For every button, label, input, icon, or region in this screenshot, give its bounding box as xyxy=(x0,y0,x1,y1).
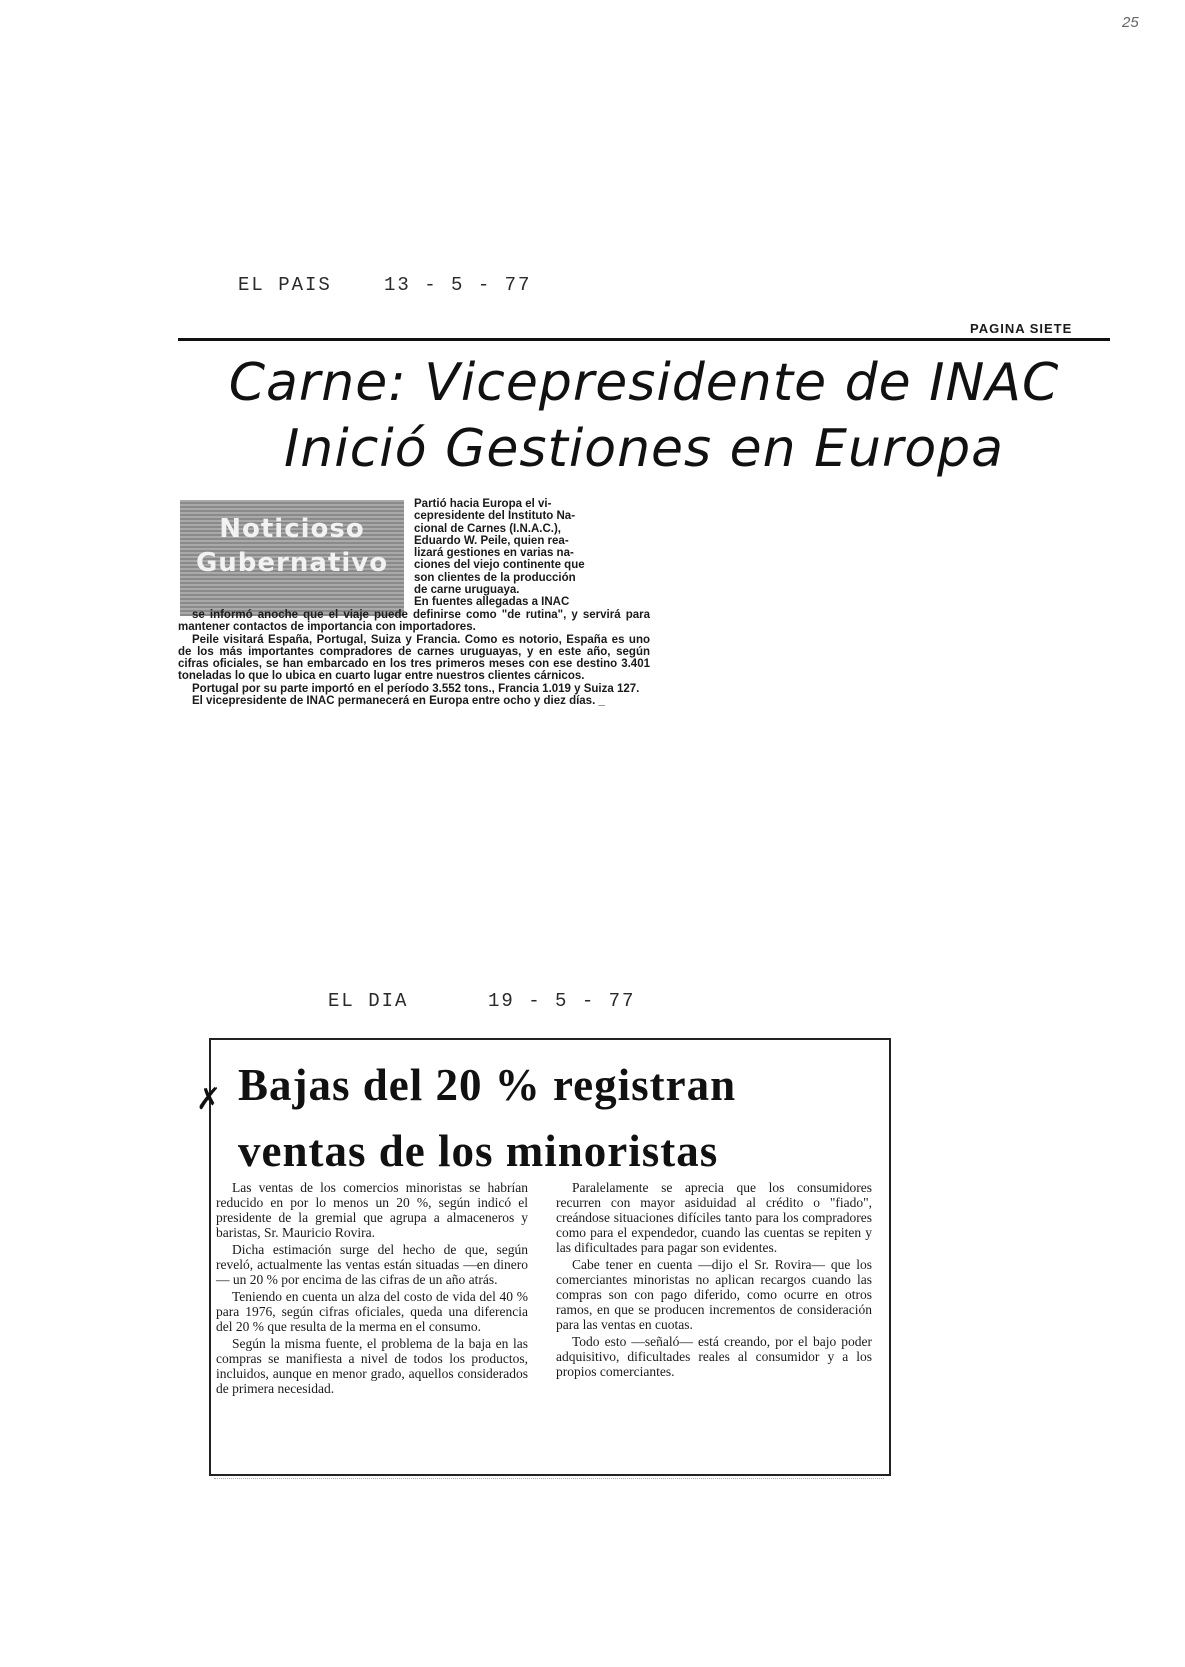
badge-line2: Gubernativo xyxy=(195,548,389,578)
lead-line: lizará gestiones en varias na- xyxy=(414,547,574,560)
noticioso-gubernativo-badge xyxy=(180,500,404,616)
paragraph: Todo esto —señaló— está creando, por el bajo poder adquisitivo, dificultades reales al consumidor y a los propios comerciantes. xyxy=(556,1334,872,1379)
lead-line: Partió hacia Europa el vi- xyxy=(414,498,552,510)
paragraph: Peile visitará España, Portugal, Suiza y Francia. Como es notorio, España es uno de los más importantes compradores de carnes uruguayas, y en este año, según cifras oficiales, se han embarcado en los tres primeros meses con ese destino 3.401 toneladas lo que lo ubica en cuarto lugar entre nuestros clientes cárnicos. xyxy=(178,633,650,683)
paragraph: se informó anoche que el viaje puede definirse como "de rutina", y servirá para mantener contactos de importancia con importadores. xyxy=(178,609,650,634)
badge-line1: Noticioso xyxy=(219,514,365,544)
clip2-right-column xyxy=(556,1180,872,1379)
clip1-source: EL PAIS xyxy=(238,274,332,296)
paragraph: Cabe tener en cuenta —dijo el Sr. Rovira— que los comerciantes minoristas no aplican recargos cuando las compras son con pago diferido, como ocurre en otros ramos, en que se producen incrementos de consideración para las ventas en cuotas. xyxy=(556,1257,872,1332)
page-number: 25 xyxy=(1122,14,1139,31)
paragraph: Las ventas de los comercios minoristas se habrían reducido en por lo menos un 20 %, según indicó el presidente de la gremial que agrupa a almaceneros y baristas, Sr. Mauricio Rovira. xyxy=(216,1180,528,1240)
paragraph: Teniendo en cuenta un alza del costo de vida del 40 % para 1976, según cifras oficiales, queda una diferencia del 20 % que resulta de la merma en el consumo. xyxy=(216,1289,528,1334)
lead-line: ciones del viejo continente que xyxy=(414,559,585,572)
clip1-headline-line1: Carne: Vicepresidente de INAC xyxy=(228,353,1060,413)
bottom-dotted-rule xyxy=(214,1478,884,1479)
paragraph: Según la misma fuente, el problema de la baja en las compras se manifiesta a nivel de todos los productos, incluidos, aunque en menor grado, aquellos considerados de primera necesidad. xyxy=(216,1336,528,1396)
lead-line: son clientes de la producción xyxy=(414,571,576,584)
paragraph: Dicha estimación surge del hecho de que, según reveló, actualmente las ventas están situadas —en dinero— un 20 % por encima de las cifras de un año atrás. xyxy=(216,1242,528,1287)
lead-line: Eduardo W. Peile, quien rea- xyxy=(414,534,569,547)
clip2-source: EL DIA xyxy=(328,990,409,1012)
top-rule xyxy=(178,338,1110,341)
lead-line: En fuentes allegadas a INAC xyxy=(414,596,570,609)
paragraph: Portugal por su parte importó en el período 3.552 tons., Francia 1.019 y Suiza 127. xyxy=(192,682,640,695)
clip2-headline-line2: ventas de los minoristas xyxy=(238,1126,719,1176)
lead-line: cepresidente del Instituto Na- xyxy=(414,510,576,523)
clip2-left-column xyxy=(216,1180,528,1396)
clip1-date: 13 - 5 - 77 xyxy=(384,274,532,296)
clip1-page-label: PAGINA SIETE xyxy=(970,321,1073,336)
lead-line: de carne uruguaya. xyxy=(414,584,520,597)
clip2-date: 19 - 5 - 77 xyxy=(488,990,636,1012)
clip2-headline-line1: Bajas del 20 % registran xyxy=(238,1060,737,1110)
paragraph: Paralelamente se aprecia que los consumidores recurren con mayor asiduidad al crédito o "fiado", creándose situaciones difíciles tanto para los compradores como para el expendedor, cuando las cuentas se repiten y las dificultades para pagar son evidentes. xyxy=(556,1180,872,1255)
margin-mark-icon: ✗ xyxy=(196,1082,222,1117)
lead-line: cional de Carnes (I.N.A.C.), xyxy=(414,522,561,535)
clip1-body xyxy=(178,609,650,707)
clip1-headline-line2: Inició Gestiones en Europa xyxy=(283,419,1005,479)
paragraph: El vicepresidente de INAC permanecerá en Europa entre ocho y diez días. _ xyxy=(192,695,605,708)
clip1-lead xyxy=(414,498,650,609)
